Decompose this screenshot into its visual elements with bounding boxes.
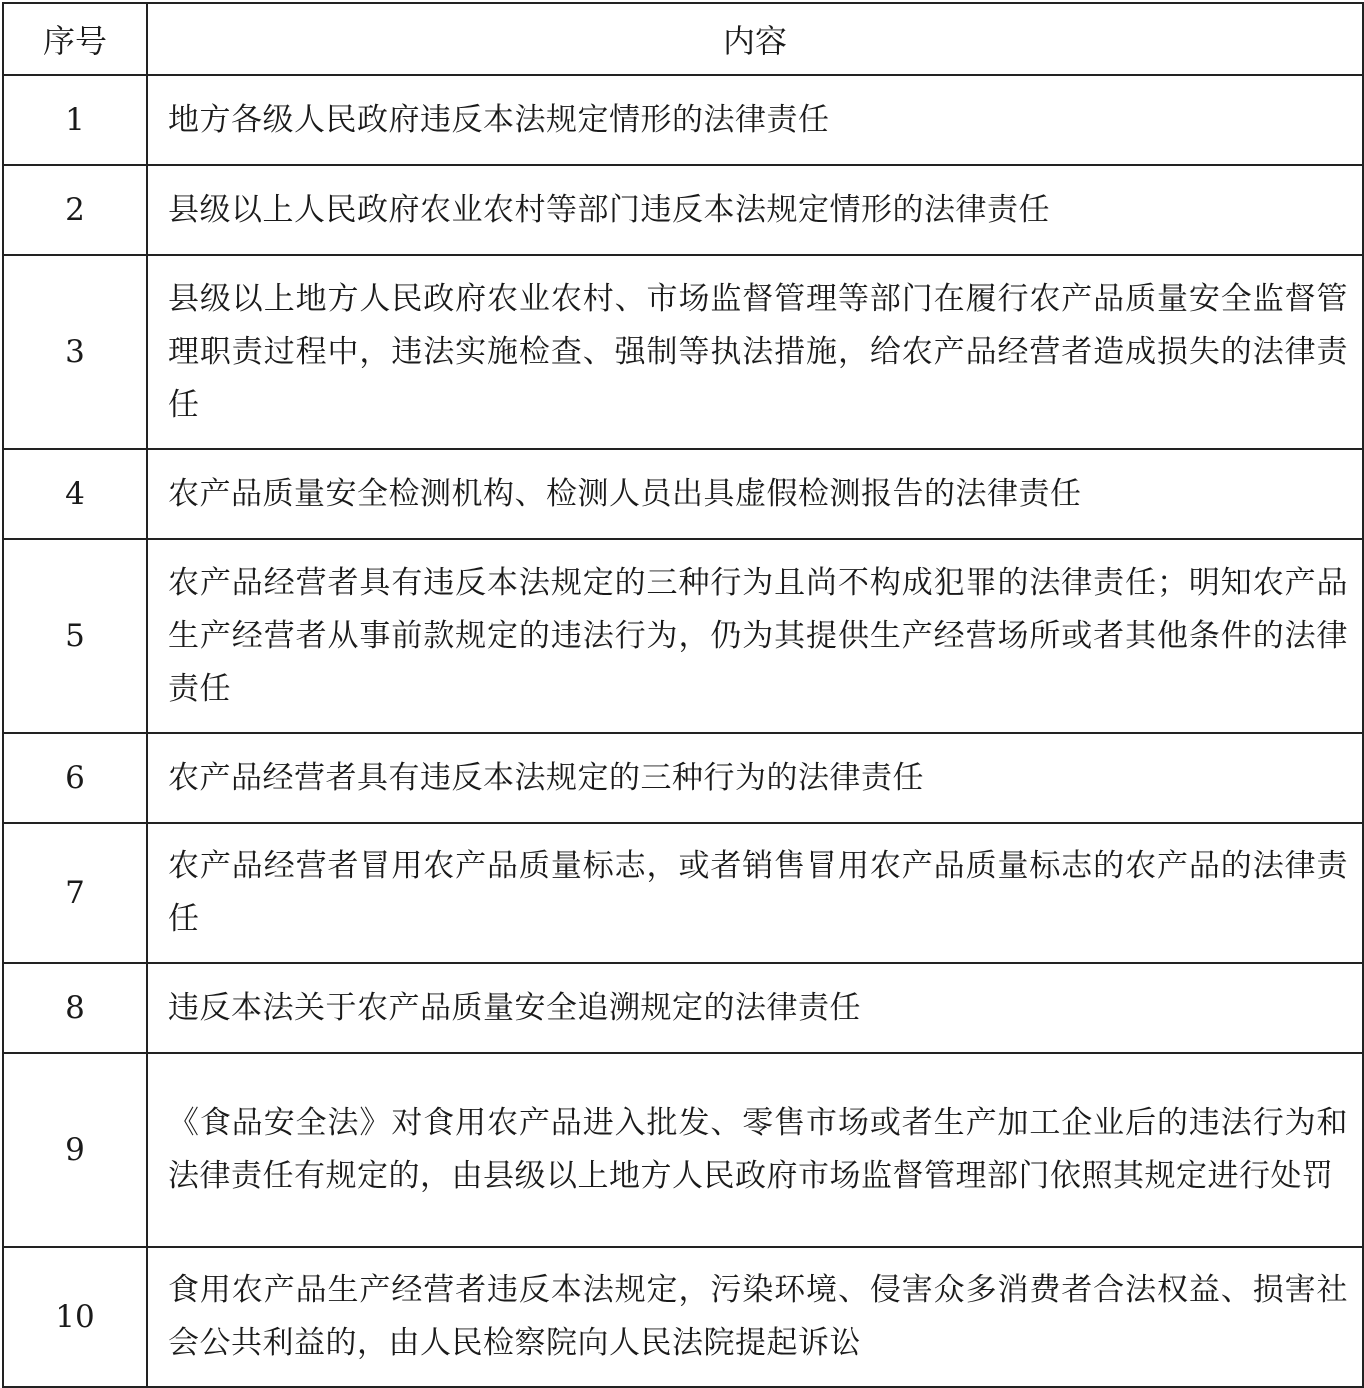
header-content: 内容	[147, 3, 1363, 75]
row-content: 县级以上地方人民政府农业农村、市场监督管理等部门在履行农产品质量安全监督管理职责过程中，违法实施检查、强制等执法措施，给农产品经营者造成损失的法律责任	[147, 255, 1363, 449]
row-content: 农产品经营者具有违反本法规定的三种行为的法律责任	[147, 733, 1363, 823]
table-row	[3, 449, 1363, 539]
row-index: 9	[3, 1053, 147, 1247]
row-index: 5	[3, 539, 147, 733]
table-row	[3, 733, 1363, 823]
table-header-row	[3, 3, 1363, 75]
row-content: 农产品经营者具有违反本法规定的三种行为且尚不构成犯罪的法律责任；明知农产品生产经营者从事前款规定的违法行为，仍为其提供生产经营场所或者其他条件的法律责任	[147, 539, 1363, 733]
legal-responsibility-table	[2, 2, 1364, 1388]
row-index: 6	[3, 733, 147, 823]
row-index: 1	[3, 75, 147, 165]
row-content: 县级以上人民政府农业农村等部门违反本法规定情形的法律责任	[147, 165, 1363, 255]
row-content: 农产品质量安全检测机构、检测人员出具虚假检测报告的法律责任	[147, 449, 1363, 539]
table-row	[3, 165, 1363, 255]
row-index: 8	[3, 963, 147, 1053]
table-row	[3, 823, 1363, 963]
row-content: 违反本法关于农产品质量安全追溯规定的法律责任	[147, 963, 1363, 1053]
row-index: 10	[3, 1247, 147, 1387]
row-content: 食用农产品生产经营者违反本法规定，污染环境、侵害众多消费者合法权益、损害社会公共利益的，由人民检察院向人民法院提起诉讼	[147, 1247, 1363, 1387]
table-row	[3, 1053, 1363, 1247]
row-index: 7	[3, 823, 147, 963]
row-index: 3	[3, 255, 147, 449]
row-index: 4	[3, 449, 147, 539]
table-row	[3, 1247, 1363, 1387]
table-row	[3, 255, 1363, 449]
table-row	[3, 963, 1363, 1053]
row-content: 农产品经营者冒用农产品质量标志，或者销售冒用农产品质量标志的农产品的法律责任	[147, 823, 1363, 963]
table-row	[3, 75, 1363, 165]
table-row	[3, 539, 1363, 733]
header-index: 序号	[3, 3, 147, 75]
row-content: 地方各级人民政府违反本法规定情形的法律责任	[147, 75, 1363, 165]
row-content: 《食品安全法》对食用农产品进入批发、零售市场或者生产加工企业后的违法行为和法律责任有规定的，由县级以上地方人民政府市场监督管理部门依照其规定进行处罚	[147, 1053, 1363, 1247]
row-index: 2	[3, 165, 147, 255]
